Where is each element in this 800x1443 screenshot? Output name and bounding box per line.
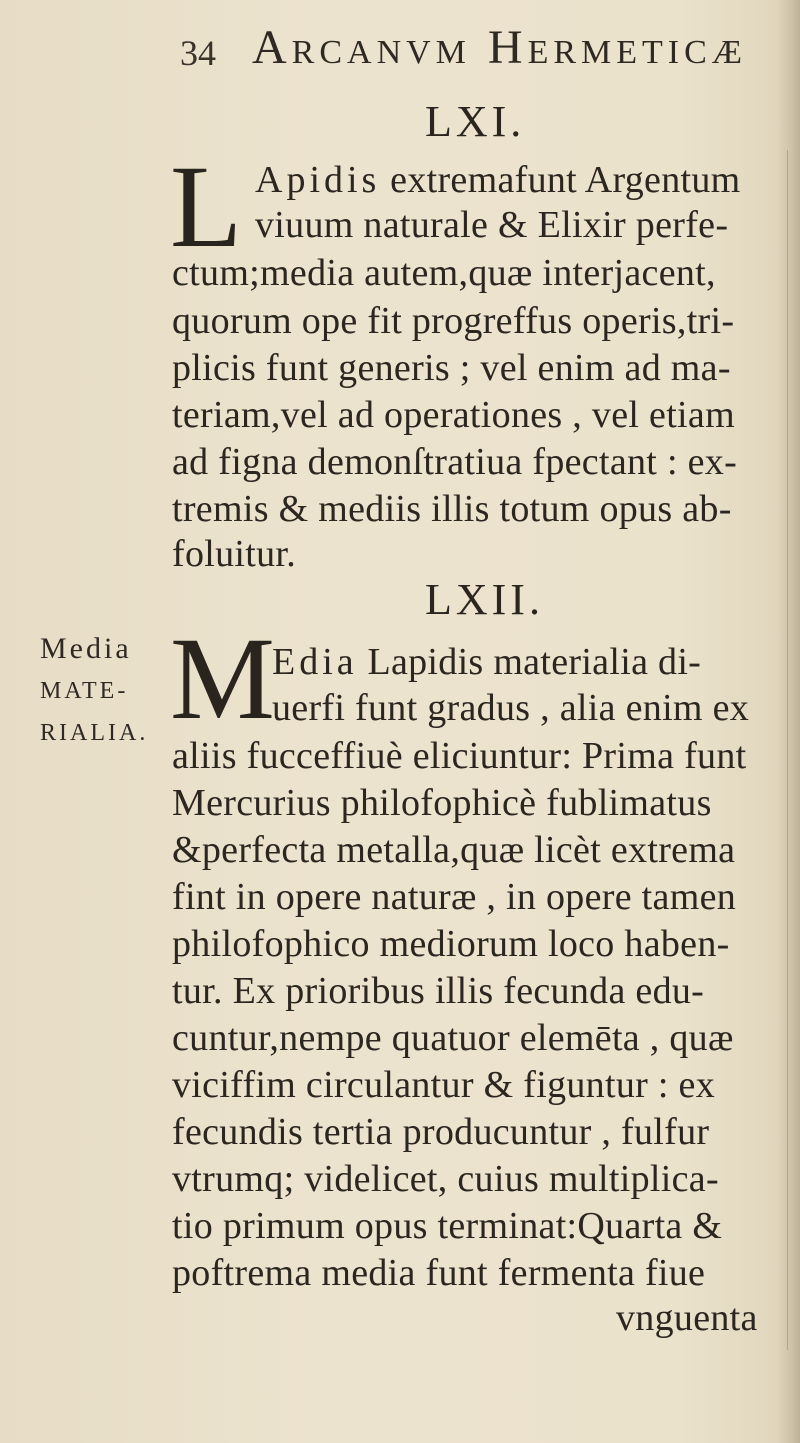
marginal-note-line: MATE- xyxy=(40,678,129,704)
page-number: 34 xyxy=(180,33,216,73)
text-line: teriam,vel ad operationes , vel etiam xyxy=(172,394,735,436)
section-heading-lxi: LXI. xyxy=(425,97,526,146)
text-line: fecundis tertia producuntur , fulfur xyxy=(172,1111,710,1153)
running-title: Arcanvm Hermeticæ xyxy=(252,21,748,74)
text-line: fint in opere naturæ , in opere tamen xyxy=(172,876,737,918)
running-head xyxy=(180,20,780,80)
text-line: philofophico mediorum loco haben- xyxy=(172,923,730,965)
marginal-note xyxy=(40,628,148,754)
text-line: &perfecta metalla,quæ licèt extrema xyxy=(172,829,736,871)
text-line: viciffim circulantur & figuntur : ex xyxy=(172,1064,716,1106)
text-line: ctum;media autem,quæ interjacent, xyxy=(172,252,716,294)
text-line: Apidis extremafunt Argentum xyxy=(255,159,741,201)
text-line: aliis fucceffiuè eliciuntur: Prima funt xyxy=(172,735,747,777)
page-edge xyxy=(787,150,794,1350)
text-line: viuum naturale & Elixir perfe- xyxy=(255,204,729,246)
text-line: tio primum opus terminat:Quarta & xyxy=(172,1205,723,1247)
marginal-note-line: RIALIA. xyxy=(40,720,149,746)
text-line: vtrumq; videlicet, cuius multiplica- xyxy=(172,1158,719,1200)
text-line: Mercurius philofophicè fublimatus xyxy=(172,782,712,824)
text-line: plicis funt generis ; vel enim ad ma- xyxy=(172,347,731,389)
catchword: vnguenta xyxy=(616,1297,758,1339)
text-line: foluitur. xyxy=(172,533,297,575)
text-line: uerfi funt gradus , alia enim ex xyxy=(272,687,750,729)
text-line: quorum ope fit progreffus operis,tri- xyxy=(172,300,735,342)
marginal-note-line: Media xyxy=(40,632,132,665)
drop-cap-l: L xyxy=(170,141,243,272)
text-line: tur. Ex prioribus illis fecunda edu- xyxy=(172,970,705,1012)
text-line: Edia Lapidis materialia di- xyxy=(272,641,702,683)
section-heading-lxii: LXII. xyxy=(425,575,544,624)
text-line: tremis & mediis illis totum opus ab- xyxy=(172,488,732,530)
text-line: cuntur,nempe quatuor elemēta , quæ xyxy=(172,1017,734,1059)
text-line: poftrema media funt fermenta fiue xyxy=(172,1252,706,1294)
text-line: ad figna demonſtratiua fpectant : ex- xyxy=(172,441,738,483)
drop-cap-m: M xyxy=(170,613,275,744)
